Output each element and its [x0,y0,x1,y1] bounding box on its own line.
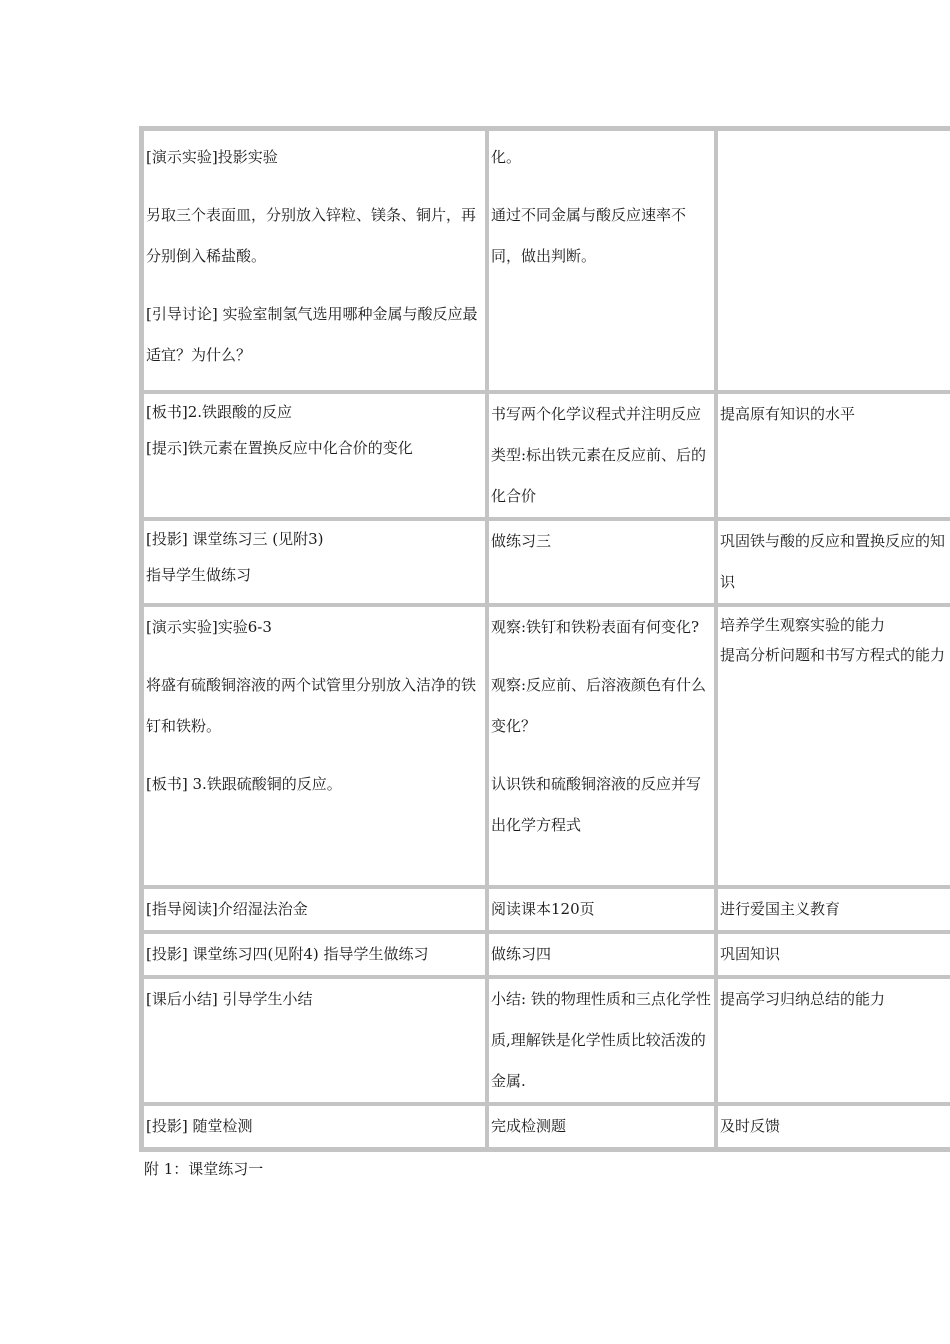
cell-text: 观察:反应前、后溶液颜色有什么变化？ [491,676,707,735]
design-purpose-cell [716,932,950,977]
student-activity-cell [487,519,716,605]
student-activity-cell [487,392,716,519]
student-activity-cell [487,1104,716,1149]
cell-text: [投影] 课堂练习三 (见附3) [146,530,324,548]
cell-text: 通过不同金属与酸反应速率不同，做出判断。 [491,206,687,265]
design-purpose-cell [716,129,950,392]
teacher-activity-cell [142,129,487,392]
design-purpose-cell [716,605,950,887]
cell-text: 将盛有硫酸铜溶液的两个试管里分别放入洁净的铁钉和铁粉。 [146,676,477,735]
cell-text: 做练习四 [491,945,552,963]
table-row [142,392,950,519]
student-activity-cell [487,129,716,392]
cell-text: 提高原有知识的水平 [720,405,856,423]
cell-text: 提高分析问题和书写方程式的能力 [720,646,946,664]
student-activity-cell [487,605,716,887]
cell-text: [演示实验]实验6-3 [146,618,272,636]
teacher-activity-cell [142,977,487,1104]
cell-text: 进行爱国主义教育 [720,900,841,918]
cell-text: [板书] 3.铁跟硫酸铜的反应。 [146,775,342,793]
cell-text: 提高学习归纳总结的能力 [720,990,886,1008]
design-purpose-cell [716,887,950,932]
cell-text: [提示]铁元素在置换反应中化合价的变化 [146,439,413,457]
student-activity-cell [487,932,716,977]
cell-text: 化。 [491,148,522,166]
teacher-activity-cell [142,605,487,887]
table-row [142,519,950,605]
student-activity-cell [487,887,716,932]
table-row [142,932,950,977]
design-purpose-cell [716,519,950,605]
cell-text: 阅读课本120页 [491,900,595,918]
cell-text: 及时反馈 [720,1117,781,1135]
cell-text: 巩固知识 [720,945,781,963]
cell-text: [指导阅读]介绍湿法治金 [146,900,308,918]
cell-text: 指导学生做练习 [146,566,252,584]
teacher-activity-cell [142,887,487,932]
lesson-plan-table [139,126,950,1152]
cell-text: 认识铁和硫酸铜溶液的反应并写出化学方程式 [491,775,702,834]
cell-text: 观察:铁钉和铁粉表面有何变化? [491,618,700,636]
cell-text: [投影] 课堂练习四(见附4) 指导学生做练习 [146,945,429,963]
table-row [142,1104,950,1149]
cell-text: 完成检测题 [491,1117,567,1135]
cell-text: [课后小结] 引导学生小结 [146,990,313,1008]
cell-text: [投影] 随堂检测 [146,1117,253,1135]
teacher-activity-cell [142,932,487,977]
cell-text: [演示实验]投影实验 [146,148,278,166]
cell-text: 小结: 铁的物理性质和三点化学性质,理解铁是化学性质比较活泼的金属. [491,990,711,1090]
student-activity-cell [487,977,716,1104]
design-purpose-cell [716,392,950,519]
table-row [142,129,950,392]
table-row [142,887,950,932]
cell-text: 做练习三 [491,532,552,550]
teacher-activity-cell [142,392,487,519]
cell-text: [引导讨论] 实验室制氢气选用哪种金属与酸反应最适宜？为什么？ [146,305,478,364]
table-row [142,605,950,887]
teacher-activity-cell [142,519,487,605]
table-row [142,977,950,1104]
cell-text: 另取三个表面皿，分别放入锌粒、镁条、铜片，再分别倒入稀盐酸。 [146,206,477,265]
cell-text: 培养学生观察实验的能力 [720,616,886,634]
appendix-heading: 附 1：课堂练习一 [144,1160,264,1178]
design-purpose-cell [716,1104,950,1149]
cell-text: 巩固铁与酸的反应和置换反应的知识 [720,532,946,591]
teacher-activity-cell [142,1104,487,1149]
cell-text: 书写两个化学议程式并注明反应类型:标出铁元素在反应前、后的化合价 [491,405,707,505]
design-purpose-cell [716,977,950,1104]
cell-text: [板书]2.铁跟酸的反应 [146,403,293,421]
